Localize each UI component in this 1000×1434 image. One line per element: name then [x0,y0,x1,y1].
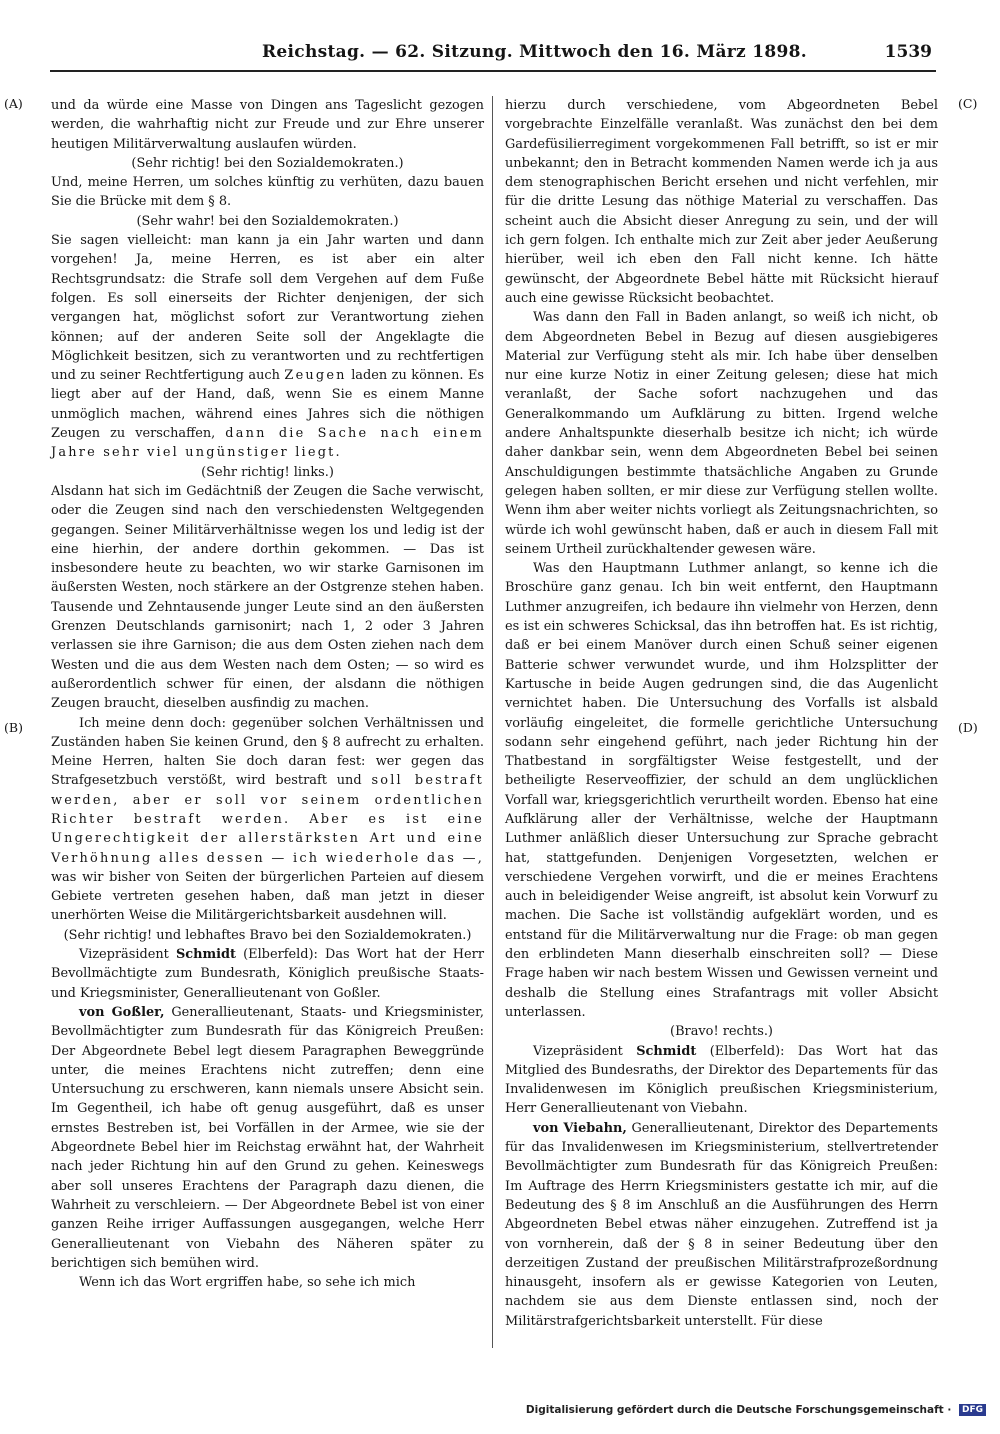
margin-marker-c: (C) [958,96,978,111]
paragraph: Was dann den Fall in Baden anlangt, so weiß ich nicht, ob dem Abgeordneten Bebel in Bezug auf diesen ausgiebigeres Material zur Verfügung steht als mir. Ich habe über denselben nur eine kurze Notiz in einer Zeitung gelesen; diese hat mich veranlaßt, der Sache sofort nachzugehen und das Generalkommando um Aufklärung zu bitten. Irgend welche andere Anhaltspunkte dieserhalb besitze ich nicht; ich würde daher dankbar sein, wenn dem Abgeordneten Bebel bei seinen Anschuldigungen bestimmte thatsächliche Angaben zu Grunde gelegen haben sollten, er mir diese zur Verfügung stellen wollte. Wenn ihm aber weiter nichts vorliegt als Zeitungsnachrichten, so würde ich wohl gewünscht haben, daß er auch in diesem Fall mit seinem Urtheil zurückhaltender gewesen wäre. [505,310,938,557]
speaker-name: Schmidt [636,1043,697,1059]
paragraph: und da würde eine Masse von Dingen ans Tageslicht gezogen werden, die wahrhaftig nicht zur Freude und zur Ehre unserer heutigen Militärverwaltung auslaufen würden. [51,98,484,152]
paragraph: Was den Hauptmann Luthmer anlangt, so kenne ich die Broschüre ganz genau. Ich bin weit entfernt, den Hauptmann Luthmer anzugreifen, ich bedaure ihn vielmehr von Herzen, denn es ist ein schweres Schicksal, das ihn betroffen hat. Es ist richtig, daß er bei einem Manöver durch einen Schuß seiner eigenen Batterie schwer verwundet wurde, und ihm Holzsplitter der Kartusche in beide Augen gedrungen sind, die das Augenlicht vernichtet haben. Die Untersuchung des Vorfalls ist alsbald vorläufig eingeleitet, die formelle gerichtliche Untersuchung sodann sehr eingehend geführt, nach jeder Richtung hin der Thatbestand in sorgfältigster Weise festgestellt, und der betheiligte Reserveoffizier, der schuld an dem unglücklichen Vorfall war, kriegsgerichtlich verurtheilt worden. Ebenso hat eine Aufklärung aller der Verhältnisse, welche der Hauptmann Luthmer anläßlich dieser Untersuchung zur Sprache gebracht hat, stattgefunden. Denjenigen Vorgesetzten, welchen er verschiedene Vergehen vorwirft, und die er meines Erachtens auch in beleidigender Weise angreift, ist absolut kein Vorwurf zu machen. Die Sache ist vollständig aufgeklärt worden, und es entstand für die Militärverwaltung nur die Frage: ob man gegen den erblindeten Mann dieserhalb einschreiten soll? — Diese Frage haben wir nach bestem Wissen und Gewissen verneint und deshalb die Stellung eines Strafantrags mit voller Absicht unterlassen. [505,561,938,1020]
text-run: Vizepräsident [79,947,169,963]
text-run: (Elberfeld): Das Wort hat der Herr Bevollmächtigte zum Bundesrath, Königlich preußische Staats- und Kriegsminister, Generallieutenant von Goßler. [51,947,484,1001]
digitization-credit [526,1404,986,1416]
paragraph: Wenn ich das Wort ergriffen habe, so sehe ich mich [79,1275,416,1291]
speech-paragraph [51,1003,484,1273]
interjection: (Sehr richtig! links.) [201,464,334,480]
paragraph [51,231,484,463]
interjection: (Bravo! rechts.) [670,1024,773,1040]
text-run: Sie sagen vielleicht: man kann ja ein Jahr warten und dann vorgehen! Ja, meine Herren, es ist aber ein alter Rechtsgrundsatz: die Strafe soll dem Vergehen auf dem Fuße folgen. Es soll einerseits der Richter denjenigen, der sich vergangen hat, möglichst sofort zur Verantwortung ziehen können; auf der anderen Seite soll der Angeklagte die Möglichkeit besitzen, sich zu verantworten und zu rechtfertigen und zu seiner Rechtfertigung auch [51,233,484,384]
text-run: (Elberfeld): Das Wort hat das Mitglied des Bundesraths, der Direktor des Departements für das Invalidenwesen im Königlich preußischen Kriegsministerium, Herr Generallieutenant von Viebahn. [505,1043,938,1117]
margin-marker-d: (D) [958,720,978,735]
paragraph: hierzu durch verschiedene, vom Abgeordneten Bebel vorgebrachte Einzelfälle veranlaßt. Was zunächst den bei dem Gardefüsilierregiment vorgekommenen Fall betrifft, so ist er mir unbekannt; den in Betracht kommenden Namen werde ich ja aus dem stenographischen Bericht ersehen und nicht verfehlen, mir für die dritte Lesung das nöthige Material zu verschaffen. Das scheint auch die Absicht dieser Anregung zu sein, und der will ich gern folgen. Ich enthalte mich zur Zeit aber jeder Aeußerung hierüber, weil ich eben den Fall nicht kenne. Ich hätte gewünscht, der Abgeordnete Bebel hätte mit Rücksicht hierauf auch eine gewisse Rücksicht beobachtet. [505,98,938,306]
footer-text: Digitalisierung gefördert durch die Deutsche Forschungsgemeinschaft · [525,1404,952,1416]
speaker-name: von Viebahn, [533,1120,627,1136]
page-number: 1539 [884,42,932,62]
spaced-text: dann die Sache nach einem Jahre sehr viel ungünstiger liegt. [51,426,484,461]
margin-marker-a: (A) [4,96,23,111]
right-column [505,96,938,1331]
page-header [50,40,936,72]
margin-marker-b: (B) [4,720,23,735]
interjection: (Sehr richtig! und lebhaftes Bravo bei den Sozialdemokraten.) [63,927,472,943]
spaced-text: soll bestraft werden, aber er soll vor seinem ordentlichen Richter bestraft werden. Aber es ist eine Ungerechtigkeit der allerstärksten Art und eine Verhöhnung alles dessen — ich wiederhole das —, [51,773,484,866]
speech-paragraph [505,1119,938,1331]
text-run: laden zu können. Es liegt aber auf der Hand, daß, wenn Sie es einem Manne unmöglich machen, während eines Jahres sich die nöthigen Zeugen zu verschaffen, [51,368,484,442]
speaker-name: Schmidt [175,947,236,963]
left-column [51,96,484,1292]
speaker-name: von Goßler, [79,1004,165,1020]
interjection: (Sehr wahr! bei den Sozialdemokraten.) [136,213,399,229]
paragraph: Und, meine Herren, um solches künftig zu verhüten, dazu bauen Sie die Brücke mit dem § 8. [51,175,484,210]
spaced-text: Zeugen [284,368,347,384]
dfg-logo: DFG [959,1404,986,1416]
page-header-title: Reichstag. — 62. Sitzung. Mittwoch den 16. März 1898. [262,42,807,62]
text-run: was wir bisher von Seiten der bürgerlichen Parteien auf diesem Gebiete vertreten gesehen haben, daß man jetzt in dieser unerhörten Weise die Militärgerichtsbarkeit ausdehnen will. [51,869,484,924]
paragraph [51,714,484,926]
paragraph: Alsdann hat sich im Gedächtniß der Zeugen die Sache verwischt, oder die Zeugen sind nach den verschiedensten Weltgegenden gegangen. Seiner Militärverhältnisse wegen los und ledig ist der eine hierhin, der andere dorthin gekommen. — Das ist insbesondere heute zu beachten, wo wir starke Garnisonen im äußersten Westen, noch stärkere an der Ostgrenze stehen haben. Tausende und Zehntausende junger Leute sind an den äußersten Grenzen Deutschlands garnisonirt; nach 1, 2 oder 3 Jahren verlassen sie ihre Garnison; die aus dem Osten ziehen nach dem Westen und die aus dem Westen nach dem Osten; — so wird es außerordentlich schwer für einen, der alsdann die nöthigen Zeugen braucht, dieselben ausfindig zu machen. [51,483,484,712]
text-run: Vizepräsident [533,1043,623,1059]
text-run: Generallieutenant, Direktor des Departements für das Invalidenwesen im Kriegsministerium, stellvertretender Bevollmächtigter zum Bundesrath für das Königreich Preußen: Im Auftrage des Herrn Kriegsministers gestatte ich mir, auf die Bedeutung des § 8 im Anschluß an die Ausführungen des Herrn Abgeordneten Bebel etwas näher einzugehen. Zutreffend ist ja von vornherein, daß der § 8 in seiner Bedeutung über den derzeitigen Zustand der preußischen Militärstrafprozeßordnung hinausgeht, insofern als er gewisse Kategorien von Leuten, nachdem sie aus dem Dienste entlassen sind, noch der Militärstrafgerichtsbarkeit unterstellt. Für diese [505,1120,938,1329]
column-divider [492,96,493,1348]
text-run: Generallieutenant, Staats- und Kriegsminister, Bevollmächtigter zum Bundesrath für das Königreich Preußen: Der Abgeordnete Bebel legt diesem Paragraphen Beweggründe unter, die meines Erachtens nicht zutreffen; denn eine Untersuchung zu erschweren, kann niemals unsere Absicht sein. Im Gegentheil, ich habe oft genug ausgeführt, daß es unser ernstes Bestreben ist, bei Vorfällen in der Armee, wie sie der Abgeordnete Bebel hier im Reichstag erwähnt hat, der Wahrheit nach jeder Richtung hin auf den Grund zu gehen. Keineswegs aber soll unseres Erachtens der Paragraph dazu dienen, die Wahrheit zu verschleiern. — Der Abgeordnete Bebel ist von einer ganzen Reihe irriger Auffassungen ausgegangen, welche Herr Generallieutenant von Viebahn des Näheren später zu berichtigen sich bemühen wird. [51,1004,484,1271]
speaker-intro [505,1042,938,1119]
interjection: (Sehr richtig! bei den Sozialdemokraten.) [131,155,404,171]
speaker-intro [51,945,484,1003]
text-run: Ich meine denn doch: gegenüber solchen Verhältnissen und Zuständen haben Sie keinen Grund, den § 8 aufrecht zu erhalten. Meine Herren, halten Sie doch daran fest: wer gegen das Strafgesetzbuch verstößt, wird bestraft und [51,715,484,789]
